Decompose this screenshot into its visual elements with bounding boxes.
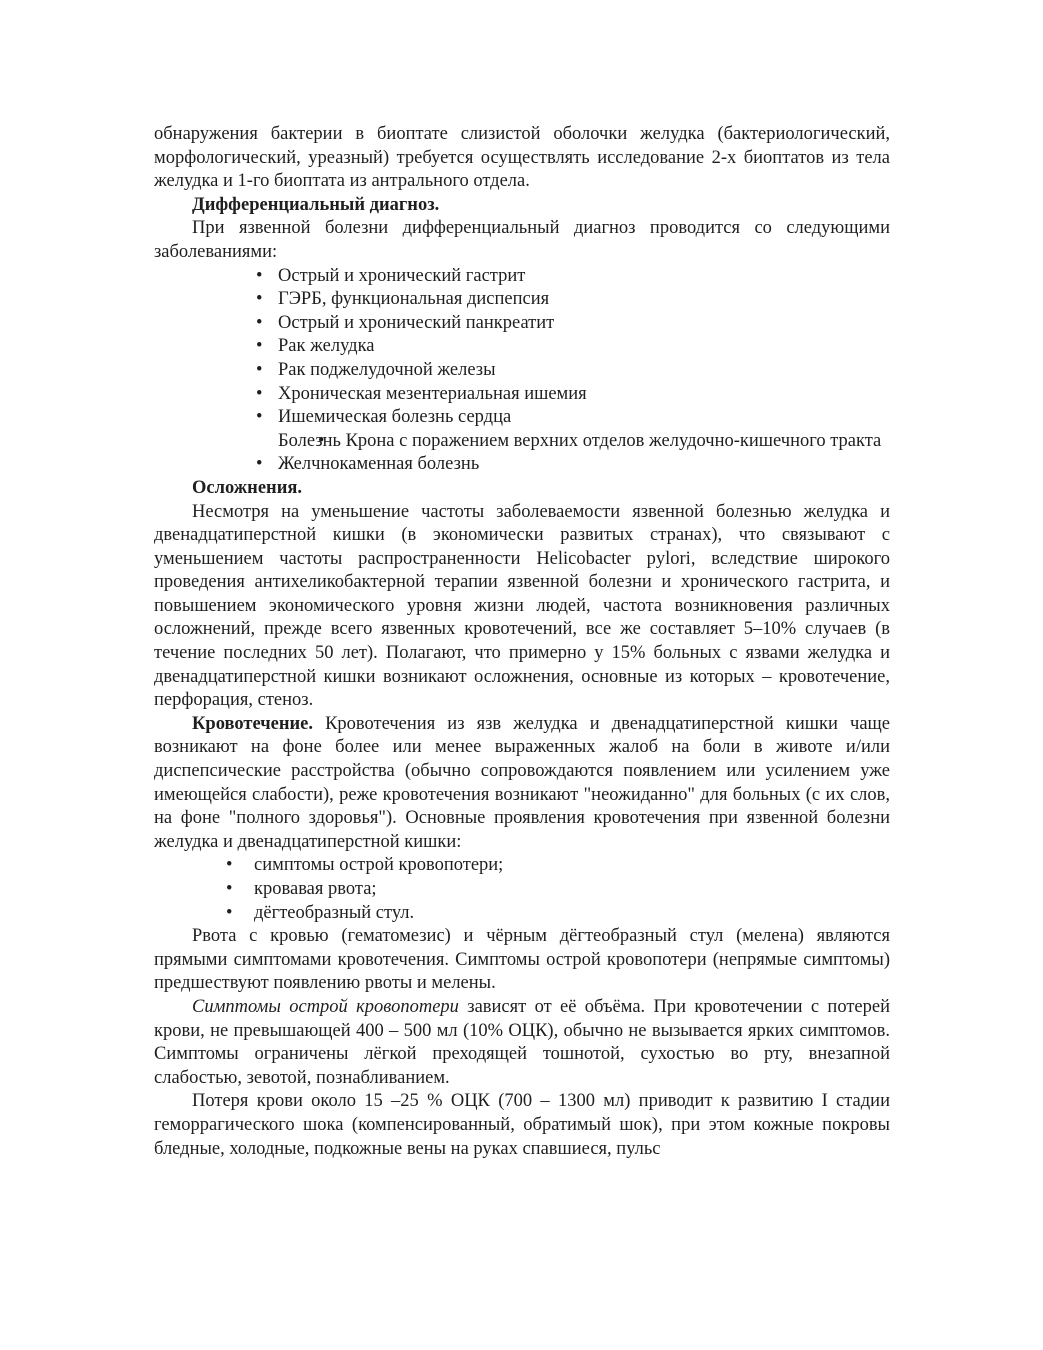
list-item: • Желчнокаменная болезнь [154, 453, 890, 477]
bleeding-list [154, 854, 890, 925]
symptoms-text: зависят от её объёма. При кровотечении с потерей крови, не превышающей 400 – 500 мл (10% ОЦК), обычно не вызывается ярких симптомов. Симптомы ограничены лёгкой преходящей тошнотой, сухостью во рту, внезапной слабостью, зевотой, познабливанием. [154, 996, 890, 1088]
differential-list [154, 265, 890, 477]
bleeding-text: Кровотечения из язв желудка и двенадцатиперстной кишки чаще возникают на фоне более или менее выраженных жалоб на боли в животе и/или диспепсические расстройства (обычно сопровождаются появлением или усилением уже имеющейся слабости), реже кровотечения возникают "неожиданно" для больных (с их слов, на фоне "полного здоровья"). Основные проявления кровотечения при язвенной болезни желудка и двенадцатиперстной кишки: [154, 713, 890, 852]
bleeding-paragraph [154, 713, 890, 855]
list-item: • Болезнь Крона с поражением верхних отделов желудочно-кишечного тракта [154, 430, 890, 454]
symptoms-lead: Симптомы острой кровопотери [192, 996, 459, 1017]
list-item: • кровавая рвота; [154, 878, 890, 902]
complications-heading: Осложнения. [192, 477, 303, 498]
list-item: • Рак желудка [154, 335, 890, 359]
list-item: • Острый и хронический панкреатит [154, 312, 890, 336]
complications-paragraph: Несмотря на уменьшение частоты заболеваемости язвенной болезнью желудка и двенадцатиперстной кишки (в экономически развитых странах), что связывают с уменьшением частоты распространенности Helicobacter pylori, вследствие широкого проведения антихеликобактерной терапии язвенной болезни и хронического гастрита, и повышением экономического уровня жизни людей, частота возникновения различных осложнений, прежде всего язвенных кровотечений, все же составляет 5–10% случаев (в течение последних 50 лет). Полагают, что примерно у 15% больных с язвами желудка и двенадцатиперстной кишки возникают осложнения, основные из которых – кровотечение, перфорация, стеноз. [154, 501, 890, 711]
list-item: • симптомы острой кровопотери; [154, 854, 890, 878]
symptoms-paragraph [154, 996, 890, 1090]
blood-loss-paragraph: Потеря крови около 15 –25 % ОЦК (700 – 1300 мл) приводит к развитию I стадии геморрагического шока (компенсированный, обратимый шок), при этом кожные покровы бледные, холодные, подкожные вены на руках спавшиеся, пульс [154, 1091, 890, 1159]
list-item: • Рак поджелудочной железы [154, 359, 890, 383]
document-page [154, 123, 890, 1161]
vomit-paragraph: Рвота с кровью (гематомезис) и чёрным дёгтеобразный стул (мелена) являются прямыми симптомами кровотечения. Симптомы острой кровопотери (непрямые симптомы) предшествуют появлению рвоты и мелены. [154, 926, 890, 994]
list-item: • Ишемическая болезнь сердца [154, 406, 890, 430]
differential-heading: Дифференциальный диагноз. [192, 194, 440, 215]
differential-paragraph: При язвенной болезни дифференциальный диагноз проводится со следующими заболеваниями: [154, 218, 890, 262]
list-item: • Острый и хронический гастрит [154, 265, 890, 289]
list-item: • Хроническая мезентериальная ишемия [154, 383, 890, 407]
intro-paragraph: обнаружения бактерии в биоптате слизистой оболочки желудка (бактериологический, морфологический, уреазный) требуется осуществлять исследование 2-х биоптатов из тела желудка и 1-го биоптата из антрального отдела. [154, 124, 890, 192]
bleeding-lead: Кровотечение. [192, 713, 313, 734]
list-item: • дёгтеобразный стул. [154, 902, 890, 926]
list-item: • ГЭРБ, функциональная диспепсия [154, 288, 890, 312]
